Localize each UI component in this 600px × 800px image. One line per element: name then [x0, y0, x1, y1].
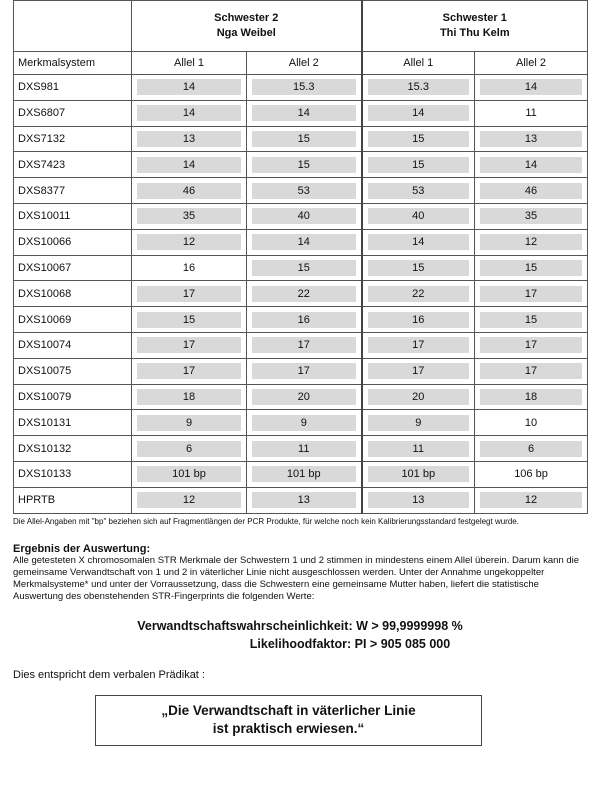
sister-1-allele-1-value: 14	[368, 234, 470, 250]
sister-1-allele-1-cell	[362, 461, 475, 487]
table-row	[14, 332, 588, 358]
sister-1-allele-1-cell	[362, 332, 475, 358]
marker-name: DXS981	[14, 75, 132, 101]
sister-1-allele-2-value: 14	[480, 157, 582, 173]
marker-name: DXS6807	[14, 100, 132, 126]
result-heading: Ergebnis der Auswertung:	[13, 542, 151, 555]
sister-2-allele-2-value: 15.3	[252, 79, 356, 95]
sister-2-allele-2-value: 15	[252, 131, 356, 147]
sister-1-allele-2-value: 35	[480, 208, 582, 224]
verdict-line-1: „Die Verwandtschaft in väterlicher Linie	[161, 702, 416, 718]
footnote: Die Allel-Angaben mit "bp" beziehen sich auf Fragmentlängen der PCR Produkte, für welche noch kein Kalibrierungsstandard festgelegt wurde.	[13, 516, 519, 526]
sister-1-allele-1-value: 13	[368, 492, 470, 508]
table-row	[14, 384, 588, 410]
sister-2-allele-1-cell	[132, 384, 247, 410]
sister-2-allele-2-cell	[247, 229, 362, 255]
sister-1-allele-2-cell	[475, 307, 588, 333]
sister-1-allele-1-cell	[362, 410, 475, 436]
sister-2-allele-1-value: 14	[137, 79, 241, 95]
sister-2-allele-1-cell	[132, 410, 247, 436]
sister-2-allele-1-cell	[132, 152, 247, 178]
sister-2-allele-1-value: 46	[137, 183, 241, 199]
sister-1-allele-2-cell	[475, 487, 588, 513]
sister-2-allele-1-value: 35	[137, 208, 241, 224]
sister-1-allele-1-value: 16	[368, 312, 470, 328]
sister-1-allele-1-cell	[362, 487, 475, 513]
marker-name: DXS10066	[14, 229, 132, 255]
sister-1-allele-2-value: 17	[480, 363, 582, 379]
marker-name: DXS10068	[14, 281, 132, 307]
sister-2-allele-2-value: 16	[252, 312, 356, 328]
sister-1-allele-1-value: 17	[368, 363, 470, 379]
sister-2-allele-2-value: 14	[252, 105, 356, 121]
sister-2-allele-1-cell	[132, 229, 247, 255]
marker-name: DXS7423	[14, 152, 132, 178]
sister-1-allele-1-value: 15	[368, 260, 470, 276]
sister-2-allele-2-value: 13	[252, 492, 356, 508]
table-row	[14, 255, 588, 281]
table-row	[14, 436, 588, 462]
sister-2-allele-2-cell	[247, 178, 362, 204]
sister-1-allele-1-cell	[362, 436, 475, 462]
sister-1-allele-2-header: Allel 2	[475, 52, 588, 75]
sister-2-allele-1-cell	[132, 75, 247, 101]
table-row	[14, 461, 588, 487]
sister-1-allele-2-cell	[475, 152, 588, 178]
sister-1-allele-2-value: 14	[480, 79, 582, 95]
sister-1-allele-1-value: 14	[368, 105, 470, 121]
sister-1-allele-1-value: 53	[368, 183, 470, 199]
sister-1-allele-2-cell	[475, 384, 588, 410]
sister-2-name: Nga Weibel	[216, 27, 276, 39]
sister-2-allele-2-value: 101 bp	[252, 466, 356, 482]
sister-2-allele-1-cell	[132, 255, 247, 281]
sister-2-allele-1-value: 15	[137, 312, 241, 328]
verdict-box	[95, 695, 482, 746]
sister-2-allele-2-cell	[247, 358, 362, 384]
sister-2-allele-2-cell	[247, 410, 362, 436]
marker-name: DXS10011	[14, 203, 132, 229]
sister-2-allele-1-cell	[132, 100, 247, 126]
sister-1-allele-1-value: 101 bp	[368, 466, 470, 482]
table-row	[14, 229, 588, 255]
marker-name: DXS7132	[14, 126, 132, 152]
marker-name: DXS10075	[14, 358, 132, 384]
sister-1-allele-2-value: 15	[480, 312, 582, 328]
sister-1-allele-1-cell	[362, 307, 475, 333]
sister-2-allele-2-header: Allel 2	[247, 52, 362, 75]
sister-2-allele-2-value: 15	[252, 157, 356, 173]
sister-1-allele-2-value: 12	[480, 234, 582, 250]
sister-2-allele-1-value: 12	[137, 234, 241, 250]
sister-2-allele-1-value: 18	[137, 389, 241, 405]
sister-1-allele-1-value: 11	[368, 441, 470, 457]
sister-1-header	[362, 1, 588, 52]
sister-2-allele-2-value: 17	[252, 337, 356, 353]
sister-1-allele-2-value: 18	[480, 389, 582, 405]
table-row	[14, 410, 588, 436]
sister-2-title: Schwester 2	[214, 12, 279, 24]
sister-2-allele-2-value: 15	[252, 260, 356, 276]
sister-1-allele-1-value: 9	[368, 415, 470, 431]
sister-1-allele-1-value: 15	[368, 131, 470, 147]
sister-2-allele-2-value: 22	[252, 286, 356, 302]
sister-1-allele-2-cell	[475, 358, 588, 384]
table-row	[14, 203, 588, 229]
likelihood-factor: Likelihoodfaktor: PI > 905 085 000	[249, 636, 451, 651]
sister-1-allele-2-value: 12	[480, 492, 582, 508]
sister-2-allele-2-cell	[247, 203, 362, 229]
sister-2-allele-2-cell	[247, 332, 362, 358]
sister-2-allele-1-value: 17	[137, 337, 241, 353]
table-row	[14, 152, 588, 178]
sister-1-allele-1-value: 15	[368, 157, 470, 173]
sister-2-allele-1-value: 13	[137, 131, 241, 147]
sister-2-allele-2-value: 40	[252, 208, 356, 224]
sister-1-allele-2-cell	[475, 203, 588, 229]
sister-1-allele-2-value: 15	[480, 260, 582, 276]
sister-1-allele-1-value: 20	[368, 389, 470, 405]
sister-2-allele-2-cell	[247, 255, 362, 281]
sister-2-allele-1-value: 17	[137, 286, 241, 302]
marker-column-header: Merkmalsystem	[14, 52, 132, 75]
report	[13, 0, 587, 746]
sister-1-allele-1-cell	[362, 203, 475, 229]
sister-1-allele-1-value: 40	[368, 208, 470, 224]
sister-1-allele-2-cell	[475, 332, 588, 358]
sister-2-allele-2-cell	[247, 152, 362, 178]
sister-2-allele-2-value: 53	[252, 183, 356, 199]
sister-2-allele-1-cell	[132, 332, 247, 358]
sister-1-allele-2-cell	[475, 410, 588, 436]
allele-header-row	[14, 52, 588, 75]
table-row	[14, 75, 588, 101]
sister-1-allele-1-cell	[362, 178, 475, 204]
sister-1-allele-2-cell	[475, 229, 588, 255]
sister-2-allele-1-value: 17	[137, 363, 241, 379]
sister-1-allele-2-cell	[475, 461, 588, 487]
sister-1-allele-2-value: 17	[480, 286, 582, 302]
sister-2-allele-2-value: 20	[252, 389, 356, 405]
sister-2-allele-1-header: Allel 1	[132, 52, 247, 75]
marker-name: DXS10079	[14, 384, 132, 410]
table-row	[14, 487, 588, 513]
sister-2-allele-1-cell	[132, 307, 247, 333]
sister-2-allele-2-cell	[247, 307, 362, 333]
sister-2-allele-2-value: 14	[252, 234, 356, 250]
table-row	[14, 178, 588, 204]
sister-2-allele-1-value: 12	[137, 492, 241, 508]
marker-name: HPRTB	[14, 487, 132, 513]
sister-1-allele-1-cell	[362, 281, 475, 307]
table-row	[14, 281, 588, 307]
marker-name: DXS10132	[14, 436, 132, 462]
statistics-block	[13, 617, 587, 653]
sister-2-allele-1-value: 14	[137, 105, 241, 121]
sister-2-allele-2-cell	[247, 126, 362, 152]
sister-1-allele-2-cell	[475, 436, 588, 462]
verdict-line-2: ist praktisch erwiesen.“	[212, 720, 365, 736]
sister-2-allele-1-cell	[132, 487, 247, 513]
table-header-row	[14, 1, 588, 52]
result-text: Alle getesteten X chromosomalen STR Merkmale der Schwestern 1 und 2 stimmen in mindestens einem Allel überein. Darum kann die gemeinsame Verwandtschaft von 1 und 2 in väterlicher Linie nicht ausgeschlossen werden. Unter der Annahme ungekoppelter Merkmalsysteme* und unter der Vorraussetzung, dass die Schwestern eine gemeinsame Mutter haben, liefert die statistische Auswertung des obenstehenden STR-Fingerprints die folgenden Werte:	[13, 554, 580, 602]
sister-1-allele-1-cell	[362, 229, 475, 255]
sister-2-allele-1-value: 9	[137, 415, 241, 431]
sister-1-allele-2-cell	[475, 255, 588, 281]
sister-1-allele-1-cell	[362, 75, 475, 101]
sister-2-allele-2-cell	[247, 384, 362, 410]
table-row	[14, 358, 588, 384]
sister-2-allele-2-cell	[247, 461, 362, 487]
sister-1-allele-2-cell	[475, 126, 588, 152]
sister-1-allele-2-value: 6	[480, 441, 582, 457]
kinship-probability: Verwandtschaftswahrscheinlichkeit: W > 99,9999998 %	[137, 618, 463, 633]
sister-1-allele-1-cell	[362, 358, 475, 384]
sister-1-allele-2-value: 10	[524, 416, 538, 429]
sister-2-allele-2-value: 17	[252, 363, 356, 379]
table-row	[14, 126, 588, 152]
table-row	[14, 307, 588, 333]
marker-name: DXS10131	[14, 410, 132, 436]
marker-name: DXS10074	[14, 332, 132, 358]
sister-2-allele-2-cell	[247, 100, 362, 126]
marker-name: DXS10133	[14, 461, 132, 487]
sister-2-allele-1-cell	[132, 358, 247, 384]
sister-2-allele-1-cell	[132, 461, 247, 487]
sister-2-allele-2-cell	[247, 75, 362, 101]
sister-1-allele-2-cell	[475, 75, 588, 101]
sister-2-allele-1-value: 16	[182, 261, 196, 274]
marker-name: DXS10067	[14, 255, 132, 281]
sister-2-allele-2-value: 11	[252, 441, 356, 457]
sister-1-allele-1-cell	[362, 126, 475, 152]
sister-1-allele-1-cell	[362, 100, 475, 126]
sister-1-allele-2-value: 17	[480, 337, 582, 353]
sister-1-allele-1-value: 15.3	[368, 79, 470, 95]
sister-1-allele-1-cell	[362, 384, 475, 410]
sister-1-allele-1-value: 17	[368, 337, 470, 353]
table-row	[14, 100, 588, 126]
sister-1-allele-2-value: 46	[480, 183, 582, 199]
sister-2-header	[132, 1, 362, 52]
sister-2-allele-2-cell	[247, 281, 362, 307]
sister-2-allele-1-cell	[132, 178, 247, 204]
sister-1-allele-2-value: 11	[525, 107, 537, 120]
sister-2-allele-1-cell	[132, 281, 247, 307]
sister-1-allele-2-cell	[475, 281, 588, 307]
sister-1-allele-2-value: 106 bp	[514, 468, 548, 481]
sister-1-allele-1-value: 22	[368, 286, 470, 302]
sister-2-allele-1-value: 14	[137, 157, 241, 173]
sister-2-allele-2-value: 9	[252, 415, 356, 431]
sister-2-allele-2-cell	[247, 436, 362, 462]
sister-1-allele-1-cell	[362, 255, 475, 281]
sister-2-allele-1-cell	[132, 436, 247, 462]
sister-1-allele-2-cell	[475, 178, 588, 204]
sister-2-allele-1-cell	[132, 203, 247, 229]
sister-1-allele-2-value: 13	[480, 131, 582, 147]
sister-2-allele-1-cell	[132, 126, 247, 152]
sister-1-name: Thi Thu Kelm	[439, 27, 510, 39]
sister-2-allele-1-value: 101 bp	[137, 466, 241, 482]
marker-name: DXS8377	[14, 178, 132, 204]
sister-1-allele-1-cell	[362, 152, 475, 178]
str-table	[13, 0, 588, 514]
header-empty-cell	[14, 1, 132, 52]
predicate-intro: Dies entspricht dem verbalen Prädikat :	[13, 668, 205, 681]
sister-2-allele-2-cell	[247, 487, 362, 513]
sister-2-allele-1-value: 6	[137, 441, 241, 457]
sister-1-allele-1-header: Allel 1	[362, 52, 475, 75]
sister-1-title: Schwester 1	[442, 12, 507, 24]
marker-name: DXS10069	[14, 307, 132, 333]
sister-1-allele-2-cell	[475, 100, 588, 126]
